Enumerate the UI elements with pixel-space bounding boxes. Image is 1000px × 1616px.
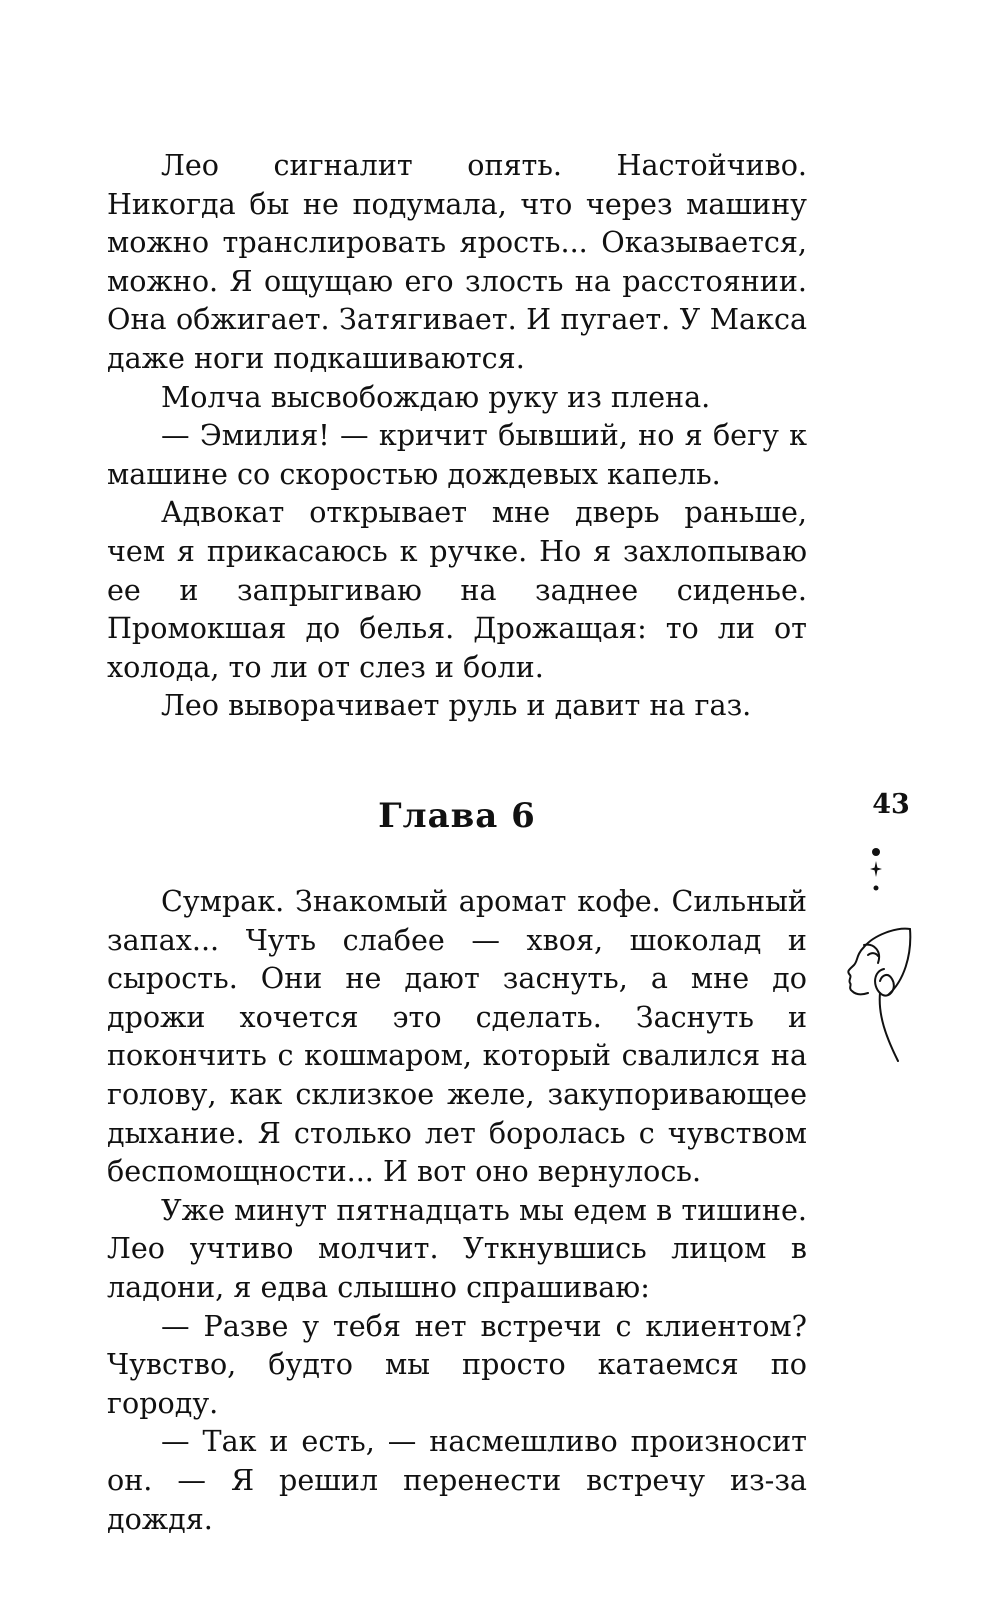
paragraph: Молча высвобождаю руку из плена. (161, 379, 711, 414)
paragraph: Сумрак. Знакомый аромат кофе. Сильный запах... Чуть слабее — хвоя, шоколад и сырость. Они не дают заснуть, а мне до дрожи хочется это сделать. Заснуть и покончить с кошмаром, который свалился на голову, как склизкое желе, закупоривающее дыхание. Я столько лет боролась с чувством беспомощности... И вот оно вернулось. (107, 884, 807, 1189)
text-block-top (107, 146, 807, 725)
paragraph: Лео выворачивает руль и давит на газ. (161, 688, 752, 723)
paragraph: Адвокат открывает мне дверь раньше, чем я прикасаюсь к ручке. Но я захлопываю ее и запрыгиваю на заднее сиденье. Промокшая до белья. Дрожащая: то ли от холода, то ли от слез и боли. (107, 495, 807, 684)
text-block-bottom (107, 882, 807, 1538)
face-line-drawing-icon (838, 925, 920, 1065)
paragraph: Лео сигналит опять. Настойчиво. Никогда бы не подумала, что через машину можно транслировать ярость... Оказывается, можно. Я ощущаю его злость на расстоянии. Она обжигает. Затягивает. И пугает. У Макса даже ноги подкашиваются. (107, 148, 807, 375)
paragraph: — Так и есть, — насмешливо произносит он. — Я решил перенести встречу из-за дождя. (107, 1424, 807, 1536)
chapter-title: Глава 6 (378, 796, 536, 836)
paragraph: — Разве у тебя нет встречи с клиентом? Чувство, будто мы просто катаемся по городу. (107, 1308, 807, 1420)
page-number: 43 (872, 789, 910, 820)
paragraph: — Эмилия! — кричит бывший, но я бегу к машине со скоростью дождевых капель. (107, 418, 807, 491)
paragraph: Уже минут пятнадцать мы едем в тишине. Лео учтиво молчит. Уткнувшись лицом в ладони, я едва слышно спрашиваю: (107, 1192, 807, 1304)
dots-star-ornament-icon (856, 846, 896, 894)
